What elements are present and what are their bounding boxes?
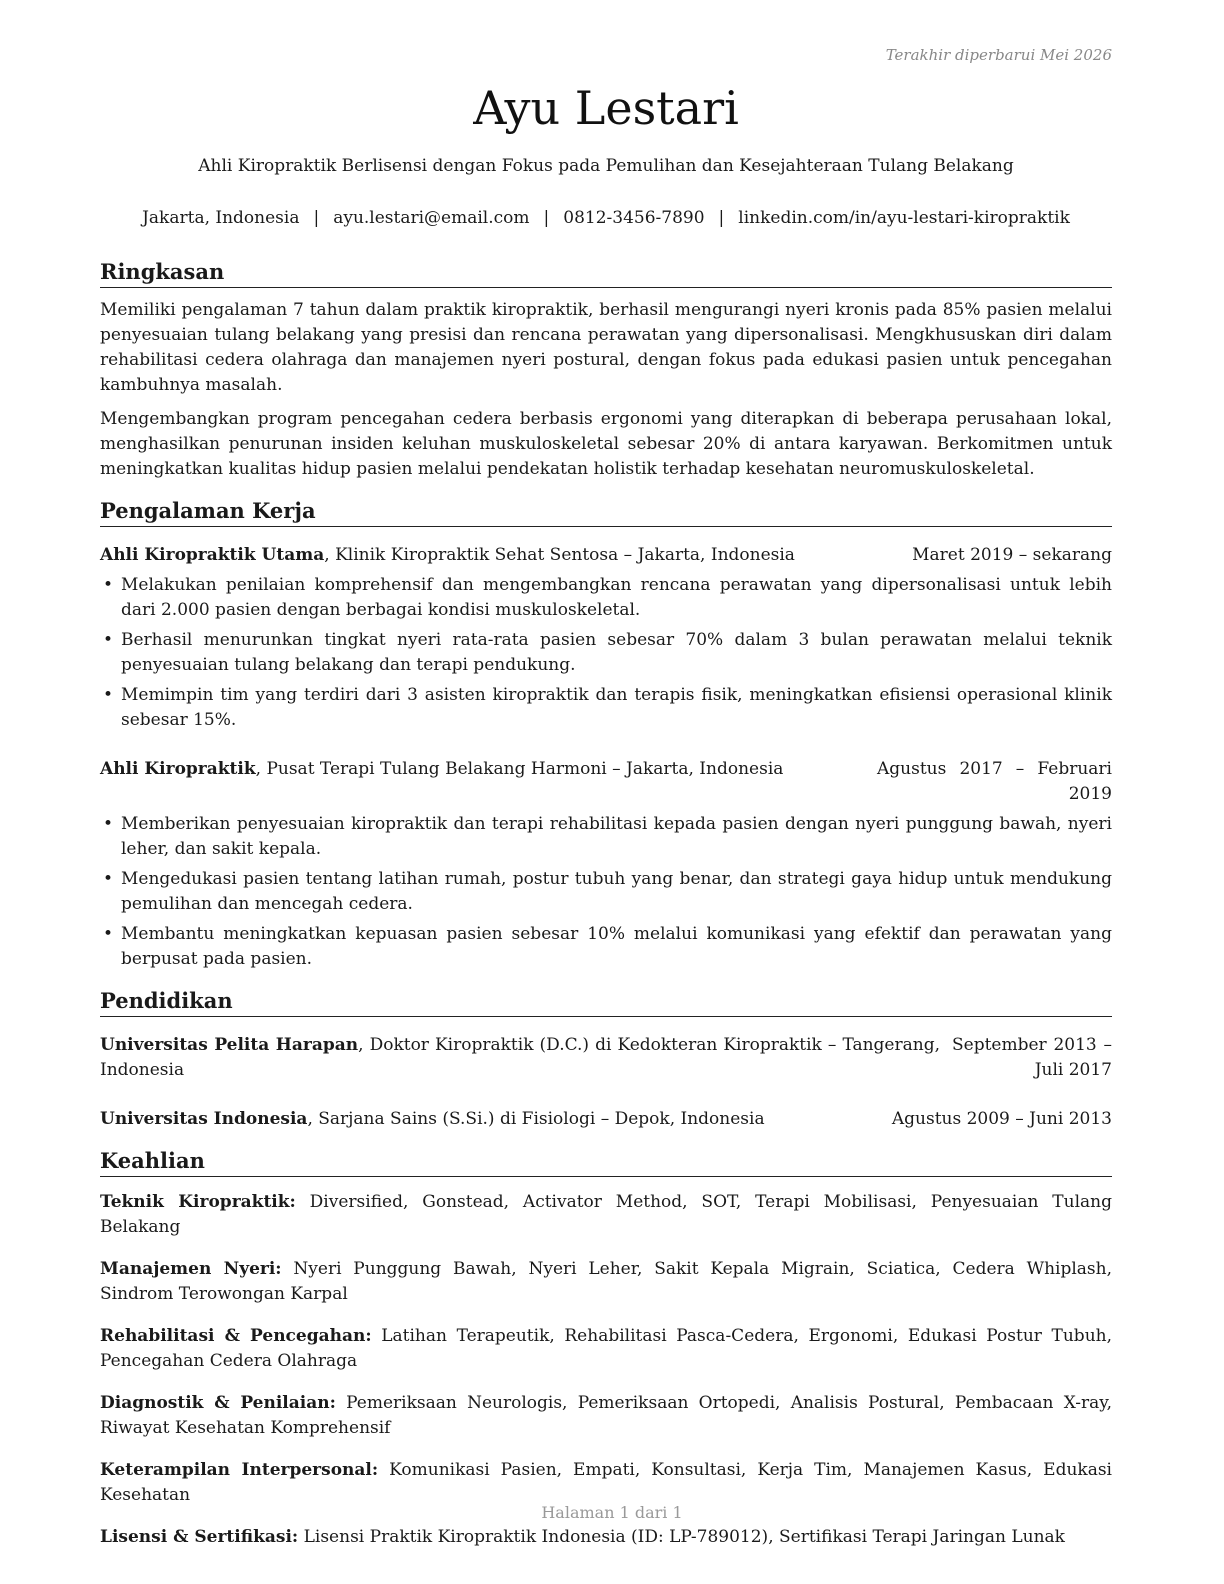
bullet-icon: •: [103, 575, 114, 595]
bullet-icon: •: [103, 924, 114, 944]
bullet-text: Memimpin tim yang terdiri dari 3 asisten kiropraktik dan terapis fisik, meningkatkan efisiensi operasional klinik sebesar 15%.: [121, 685, 1112, 730]
education-detail: , Doktor Kiropraktik (D.C.) di Kedokteran Kiropraktik – Tangerang, Indonesia: [100, 1035, 940, 1080]
skill-value: Diversified, Gonstead, Activator Method, SOT, Terapi Mobilisasi, Penyesuaian Tulang Belakang: [100, 1192, 1112, 1237]
skill-row: [100, 1525, 1112, 1550]
skill-label: Rehabilitasi & Pencegahan:: [100, 1326, 372, 1346]
contact-linkedin[interactable]: linkedin.com/in/ayu-lestari-kiropraktik: [738, 208, 1070, 228]
summary-paragraph: Mengembangkan program pencegahan cedera berbasis ergonomi yang diterapkan di beberapa perusahaan lokal, menghasilkan penurunan insiden keluhan muskuloskeletal sebesar 20% di antara karyawan. Berkomitmen untuk meningkatkan kualitas hidup pasien melalui pendekatan holistik terhadap kesehatan neuromuskuloskeletal.: [100, 409, 1112, 479]
education-entry: [100, 1033, 1112, 1083]
bullet-text: Melakukan penilaian komprehensif dan mengembangkan rencana perawatan yang dipersonalisasi untuk lebih dari 2.000 pasien dengan berbagai kondisi muskuloskeletal.: [121, 575, 1112, 620]
skill-row: [100, 1324, 1112, 1374]
contact-separator: |: [543, 208, 550, 228]
skill-value: Latihan Terapeutik, Rehabilitasi Pasca-Cedera, Ergonomi, Edukasi Postur Tubuh, Pencegahan Cedera Olahraga: [100, 1326, 1112, 1371]
page-number: Halaman 1 dari 1: [541, 1503, 683, 1522]
bullet-text: Memberikan penyesuaian kiropraktik dan terapi rehabilitasi kepada pasien dengan nyeri punggung bawah, nyeri leher, dan sakit kepala.: [121, 814, 1112, 859]
candidate-name: Ayu Lestari: [473, 81, 739, 135]
job-title-line: [100, 543, 912, 568]
skill-label: Manajemen Nyeri:: [100, 1259, 282, 1279]
job-bullet: [100, 683, 1112, 733]
contact-location: Jakarta, Indonesia: [142, 208, 300, 228]
contact-email[interactable]: ayu.lestari@email.com: [333, 208, 530, 228]
skill-value: Nyeri Punggung Bawah, Nyeri Leher, Sakit Kepala Migrain, Sciatica, Cedera Whiplash, Sindrom Terowongan Karpal: [100, 1259, 1112, 1304]
education-title-line: [100, 1107, 892, 1132]
skill-value: Lisensi Praktik Kiropraktik Indonesia (ID: LP-789012), Sertifikasi Terapi Jaringan Lunak: [298, 1527, 1065, 1547]
experience-section: [100, 497, 1112, 972]
contact-separator: |: [313, 208, 320, 228]
bullet-icon: •: [103, 685, 114, 705]
bullet-text: Berhasil menurunkan tingkat nyeri rata-rata pasien sebesar 70% dalam 3 bulan perawatan melalui teknik penyesuaian tulang belakang dan terapi pendukung.: [121, 630, 1112, 675]
summary-paragraph: Memiliki pengalaman 7 tahun dalam praktik kiropraktik, berhasil mengurangi nyeri kronis pada 85% pasien melalui penyesuaian tulang belakang yang presisi dan rencana perawatan yang dipersonalisasi. Mengkhususkan diri dalam rehabilitasi cedera olahraga dan manajemen nyeri postural, dengan fokus pada edukasi pasien untuk pencegahan kambuhnya masalah.: [100, 300, 1112, 395]
last-updated-note: Terakhir diperbarui Mei 2026: [885, 46, 1112, 64]
bullet-icon: •: [103, 630, 114, 650]
skill-row: [100, 1391, 1112, 1441]
education-dates: Agustus 2009 – Juni 2013: [891, 1109, 1112, 1129]
section-title-summary: Ringkasan: [100, 258, 1112, 288]
education-entry: [100, 1107, 1112, 1132]
job-bullets: [100, 573, 1112, 733]
job-bullet: [100, 573, 1112, 623]
summary-section: [100, 258, 1112, 482]
skill-value: Komunikasi Pasien, Empati, Konsultasi, Kerja Tim, Manajemen Kasus, Edukasi Kesehatan: [100, 1460, 1112, 1505]
job-header: [100, 757, 1112, 807]
bullet-text: Membantu meningkatkan kepuasan pasien sebesar 10% melalui komunikasi yang efektif dan perawatan yang berpusat pada pasien.: [121, 924, 1112, 969]
contact-line: [100, 206, 1112, 231]
skill-label: Keterampilan Interpersonal:: [100, 1460, 379, 1480]
skills-section: [100, 1147, 1112, 1550]
skill-label: Teknik Kiropraktik:: [100, 1192, 296, 1212]
tagline: Ahli Kiropraktik Berlisensi dengan Fokus pada Pemulihan dan Kesejahteraan Tulang Belakang: [198, 156, 1014, 176]
job-role: Ahli Kiropraktik: [100, 759, 256, 779]
education-school: Universitas Indonesia: [100, 1109, 308, 1129]
section-title-education: Pendidikan: [100, 987, 1112, 1017]
contact-separator: |: [718, 208, 725, 228]
bullet-icon: •: [103, 869, 114, 889]
section-title-skills: Keahlian: [100, 1147, 1112, 1177]
bullet-text: Mengedukasi pasien tentang latihan rumah, postur tubuh yang benar, dan strategi gaya hidup untuk mendukung pemulihan dan mencegah cedera.: [121, 869, 1112, 914]
job-dates: Agustus 2017 – Februari 2019: [877, 759, 1112, 804]
section-title-experience: Pengalaman Kerja: [100, 497, 1112, 527]
skill-label: Diagnostik & Penilaian:: [100, 1393, 336, 1413]
job-header: [100, 543, 1112, 568]
bullet-icon: •: [103, 814, 114, 834]
job-title-line: [100, 757, 877, 782]
education-school: Universitas Pelita Harapan: [100, 1035, 359, 1055]
skill-row: [100, 1190, 1112, 1240]
skill-value: Pemeriksaan Neurologis, Pemeriksaan Ortopedi, Analisis Postural, Pembacaan X-ray, Riwayat Kesehatan Komprehensif: [100, 1393, 1112, 1438]
job-bullets: [100, 812, 1112, 972]
job-role: Ahli Kiropraktik Utama: [100, 545, 325, 565]
contact-phone: 0812-3456-7890: [563, 208, 705, 228]
job-place: , Pusat Terapi Tulang Belakang Harmoni – Jakarta, Indonesia: [255, 759, 784, 779]
job-place: , Klinik Kiropraktik Sehat Sentosa – Jakarta, Indonesia: [324, 545, 795, 565]
job-bullet: [100, 867, 1112, 917]
job-bullet: [100, 812, 1112, 862]
education-detail: , Sarjana Sains (S.Si.) di Fisiologi – Depok, Indonesia: [307, 1109, 765, 1129]
education-title-line: [100, 1033, 952, 1083]
job-dates: Maret 2019 – sekarang: [912, 545, 1112, 565]
education-section: [100, 987, 1112, 1132]
job-bullet: [100, 628, 1112, 678]
education-dates: September 2013 – Juli 2017: [952, 1035, 1112, 1080]
job-bullet: [100, 922, 1112, 972]
skill-label: Lisensi & Sertifikasi:: [100, 1527, 299, 1547]
skill-row: [100, 1257, 1112, 1307]
